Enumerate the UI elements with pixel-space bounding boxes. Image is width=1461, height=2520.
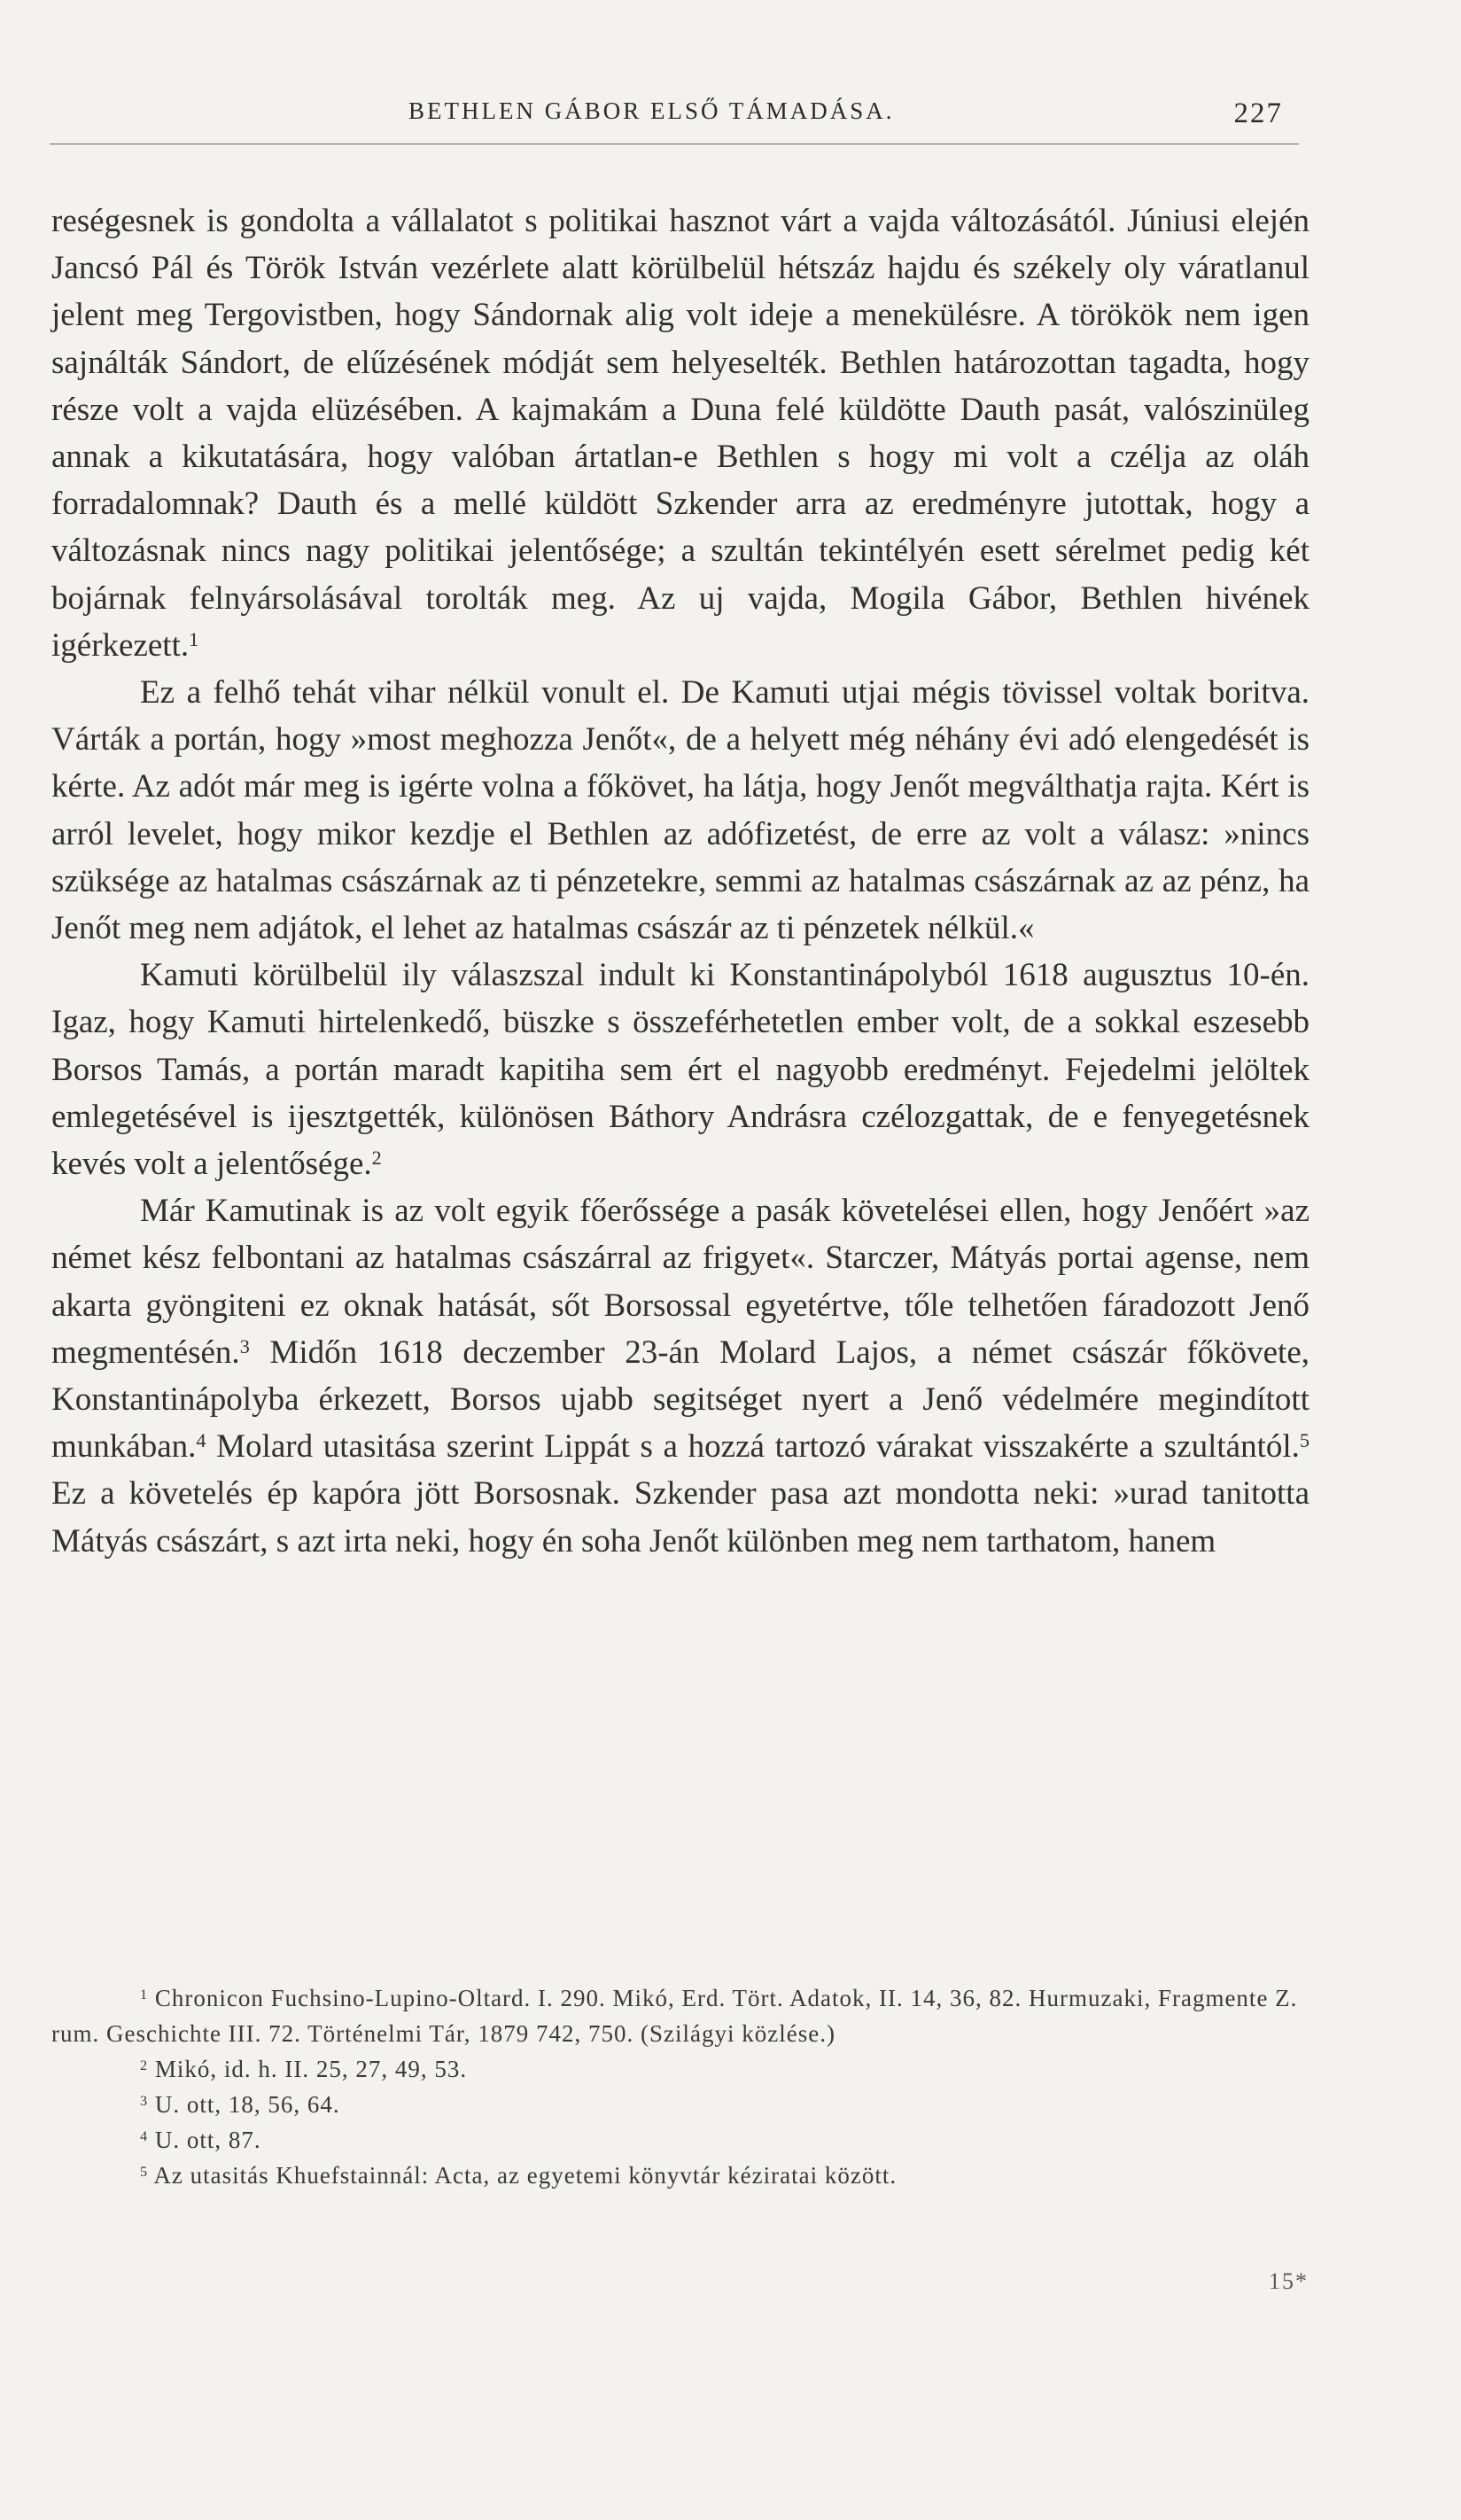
paragraph (51, 669, 1309, 952)
footnote-text: Az utasitás Khuefstainnál: Acta, az egyetemi könyvtár kéziratai között. (148, 2162, 898, 2189)
footnote-reference: 3 (239, 1334, 250, 1357)
paragraph-text: Molard utasitása szerint Lippát s a hozzá tartozó várakat visszakérte a szultántól. (206, 1428, 1300, 1466)
footnote-reference: 4 (196, 1429, 206, 1452)
footnote-marker: 2 (140, 2057, 149, 2073)
paragraph (51, 198, 1309, 669)
footnote-marker: 1 (140, 1986, 149, 2003)
footnote (51, 1980, 1309, 2051)
paragraph (51, 952, 1309, 1187)
page-number: 227 (1233, 97, 1283, 129)
signature-mark: 15* (1269, 2268, 1309, 2294)
paragraph (51, 1187, 1309, 1565)
footnote-text: U. ott, 87. (148, 2127, 261, 2153)
footnote-marker: 3 (140, 2092, 149, 2109)
footnote-text: Chronicon Fuchsino-Lupino-Oltard. I. 290. Mikó, Erd. Tört. Adatok, II. 14, 36, 82. Hurmuzaki, Fragmente Z. rum. Geschichte III. 72. Történelmi Tár, 1879 742, 750. (Szilágyi közlése.) (51, 1985, 1298, 2047)
paragraph-text: Már Kamutinak is az volt egyik főerőssége a pasák követelései ellen, hogy Jenőért »az német kész felbontani az hatalmas császárral az frigyet«. Starczer, Mátyás portai agense, nem akarta gyöngiteni ez oknak hatását, sőt Borsossal egyetértve, tőle telhetően fáradozott Jenő megmentésén. (51, 1193, 1309, 1371)
footnote (51, 2051, 1309, 2087)
footnote-reference: 5 (1299, 1429, 1309, 1452)
footnote (51, 2158, 1309, 2193)
paragraph-text: Ez a követelés ép kapóra jött Borsosnak. Szkender pasa azt mondotta neki: »urad tanitotta Mátyás császárt, s azt irta neki, hogy én soha Jenőt különben meg nem tarthatom, hanem (51, 1475, 1309, 1559)
paragraph-text: Ez a felhő tehát vihar nélkül vonult el. De Kamuti utjai mégis tövissel voltak boritva. Várták a portán, hogy »most meghozza Jenőt«, de a helyett még néhány évi adó elengedését is kérte. Az adót már meg is igérte volna a főkövet, ha látja, hogy Jenőt megválthatja rajta. Kért is arról levelet, hogy mikor kezdje el Bethlen az adófizetést, de erre az volt a válasz: »nincs szüksége az hatalmas császárnak az ti pénzetekre, semmi az hatalmas császárnak az az pénz, ha Jenőt meg nem adjátok, el lehet az hatalmas császár az ti pénzetek nélkül.« (51, 674, 1309, 947)
paragraph-text: Midőn 1618 deczember 23-án Molard Lajos, a német császár főkövete, Konstantinápolyba érkezett, Borsos ujabb segitséget nyert a Jenő védelmére megindított munkában. (51, 1334, 1309, 1466)
paragraph-text: Kamuti körülbelül ily válaszszal indult ki Konstantinápolyból 1618 augusztus 10-én. Igaz, hogy Kamuti hirtelenkedő, büszke s összeférhetetlen ember volt, de a sokkal eszesebb Borsos Tamás, a portán maradt kapitiha sem ért el nagyobb eredményt. Fejedelmi jelöltek emlegetésével is ijesztgették, különösen Báthory Andrásra czélozgattak, de e fenyegetésnek kevés volt a jelentősége. (51, 957, 1309, 1183)
body-text (51, 198, 1309, 1565)
footnote-reference: 1 (189, 627, 199, 650)
footnote (51, 2087, 1309, 2122)
footnotes (51, 1980, 1309, 2193)
running-head (50, 96, 1299, 144)
running-title: BETHLEN GÁBOR ELSŐ TÁMADÁSA. (408, 97, 895, 124)
footnote-text: U. ott, 18, 56, 64. (148, 2091, 340, 2118)
footnote-reference: 2 (371, 1146, 382, 1169)
footnote (51, 2122, 1309, 2158)
footnote-text: Mikó, id. h. II. 25, 27, 49, 53. (148, 2056, 468, 2082)
footnote-marker: 5 (140, 2163, 149, 2180)
paragraph-text: reségesnek is gondolta a vállalatot s politikai hasznot várt a vajda változásától. Júniusi elején Jancsó Pál és Török István vezérlete alatt körülbelül hétszáz hajdu és székely oly váratlanul jelent meg Tergovistben, hogy Sándornak alig volt ideje a menekülésre. A törökök nem igen sajnálták Sándort, de elűzésének módját sem helyeselték. Bethlen határozottan tagadta, hogy része volt a vajda elüzésében. A kajmakám a Duna felé küldötte Dauth pasát, valószinüleg annak a kikutatására, hogy valóban ártatlan-e Bethlen s hogy mi volt a czélja az oláh forradalomnak? Dauth és a mellé küldött Szkender arra az eredményre jutottak, hogy a változásnak nincs nagy politikai jelentősége; a szultán tekintélyén esett sérelmet pedig két bojárnak felnyársolásával torolták meg. Az uj vajda, Mogila Gábor, Bethlen hivének igérkezett. (51, 203, 1309, 664)
footnote-marker: 4 (140, 2127, 149, 2144)
